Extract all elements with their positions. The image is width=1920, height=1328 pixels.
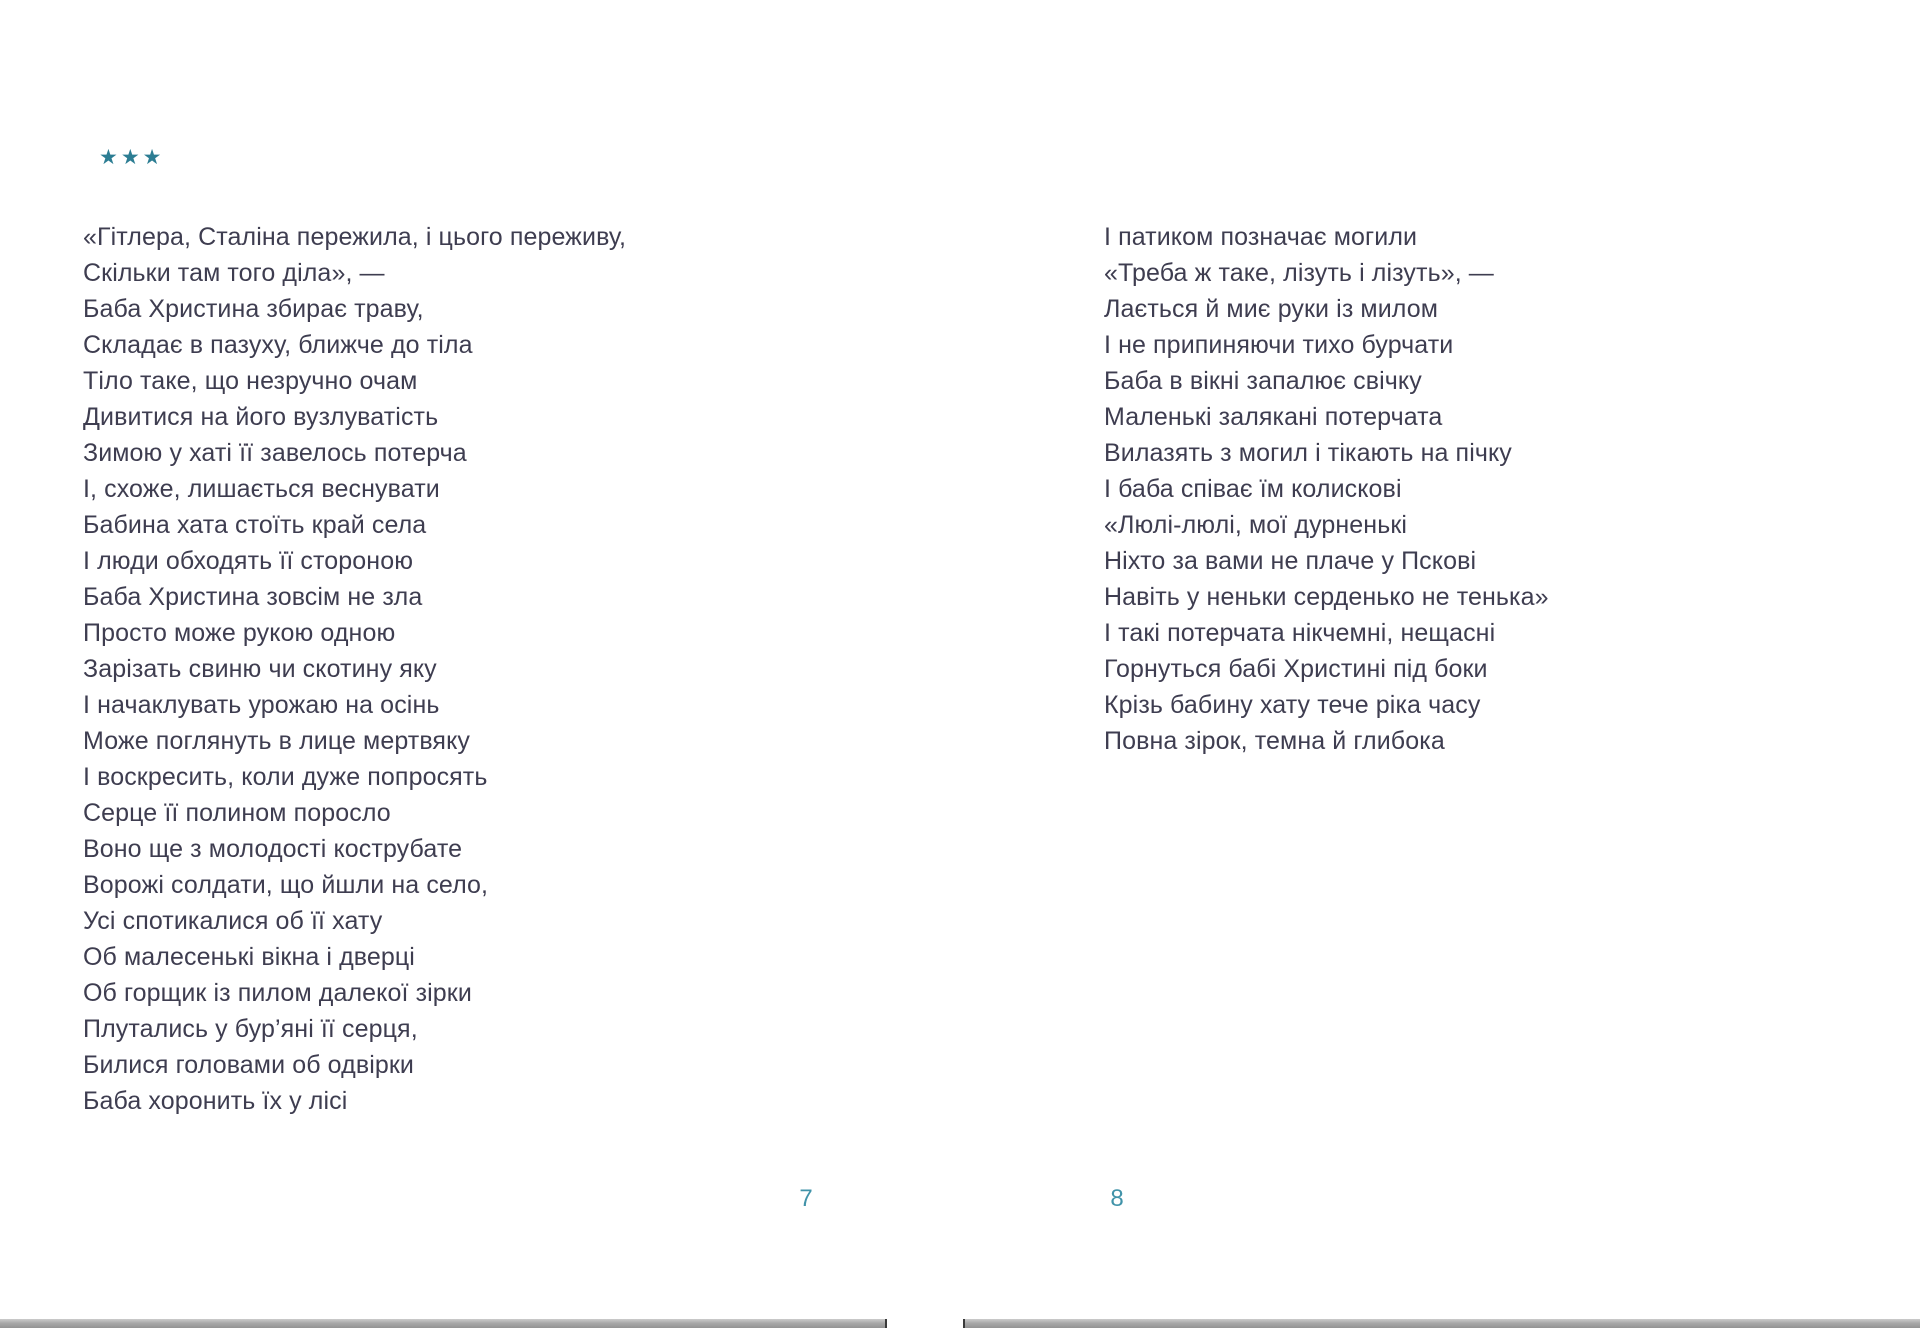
poem-line: І баба співає їм колискові — [1104, 475, 1402, 503]
poem-line: Навіть у неньки серденько не тенька» — [1104, 583, 1549, 611]
poem-line: Зимою у хаті її завелось потерча — [83, 439, 467, 467]
poem-line: «Гітлера, Сталіна пережила, і цього переживу, — [83, 223, 627, 251]
poem-column-right — [1104, 219, 1549, 759]
poem-line: Складає в пазуху, ближче до тіла — [83, 331, 473, 359]
poem-line: Тіло таке, що незручно очам — [83, 367, 418, 395]
poem-line: І патиком позначає могили — [1104, 223, 1418, 251]
poem-line: Об горщик із пилом далекої зірки — [83, 979, 472, 1007]
poem-line: Бабина хата стоїть край села — [83, 511, 427, 539]
poem-line: Об малесенькі вікна і дверці — [83, 943, 415, 971]
poem-line: Ніхто за вами не плаче у Пскові — [1104, 547, 1477, 575]
poem-line: Баба в вікні запалює свічку — [1104, 367, 1422, 395]
poem-line: Вилазять з могил і тікають на пічку — [1104, 439, 1512, 467]
poem-line: Горнуться бабі Христині під боки — [1104, 655, 1488, 683]
poem-line: Лається й миє руки із милом — [1104, 295, 1439, 323]
page-number-left: 7 — [799, 1185, 813, 1212]
poem-line: Повна зірок, темна й глибока — [1104, 727, 1445, 755]
poem-line: І не припиняючи тихо бурчати — [1104, 331, 1454, 359]
poem-column-left — [83, 219, 626, 1119]
poem-line: Воно ще з молодості кострубате — [83, 835, 463, 863]
poem-line: Серце її полином поросло — [83, 799, 391, 827]
poem-line: Дивитися на його вузлуватість — [83, 403, 439, 431]
background-window-edge-left[interactable] — [0, 1319, 887, 1328]
poem-line: Скільки там того діла», — — [83, 259, 385, 287]
poem-line: Баба Христина збирає траву, — [83, 295, 424, 323]
poem-line: Билися головами об одвірки — [83, 1051, 414, 1079]
poem-line: Баба Христина зовсім не зла — [83, 583, 423, 611]
poem-line: І люди обходять її стороною — [83, 547, 414, 575]
poem-line: І такі потерчата нікчемні, нещасні — [1104, 619, 1496, 647]
poem-line: Просто може рукою одною — [83, 619, 396, 647]
poem-line: І начаклувать урожаю на осінь — [83, 691, 440, 719]
poem-line: Усі спотикалися об її хату — [83, 907, 383, 935]
poem-line: Зарізать свиню чи скотину яку — [83, 655, 437, 683]
poem-line: Крізь бабину хату тече ріка часу — [1104, 691, 1481, 719]
poem-line: Баба хоронить їх у лісі — [83, 1087, 348, 1115]
poem-line: Може поглянуть в лице мертвяку — [83, 727, 470, 755]
page-number-right: 8 — [1110, 1185, 1124, 1212]
background-window-edge-right[interactable] — [963, 1319, 1920, 1328]
poem-line: І, схоже, лишається веснувати — [83, 475, 440, 503]
poem-line: Ворожі солдати, що йшли на село, — [83, 871, 489, 899]
poem-line: «Треба ж таке, лізуть і лізуть», — — [1104, 259, 1494, 287]
poem-line: Маленькі залякані потерчата — [1104, 403, 1443, 431]
poem-line: І воскресить, коли дуже попросять — [83, 763, 488, 791]
section-ornament-stars: ★★★ — [99, 146, 165, 169]
poem-line: «Люлі-люлі, мої дурненькі — [1104, 511, 1408, 539]
poem-line: Плутались у бур’яні її серця, — [83, 1015, 418, 1043]
